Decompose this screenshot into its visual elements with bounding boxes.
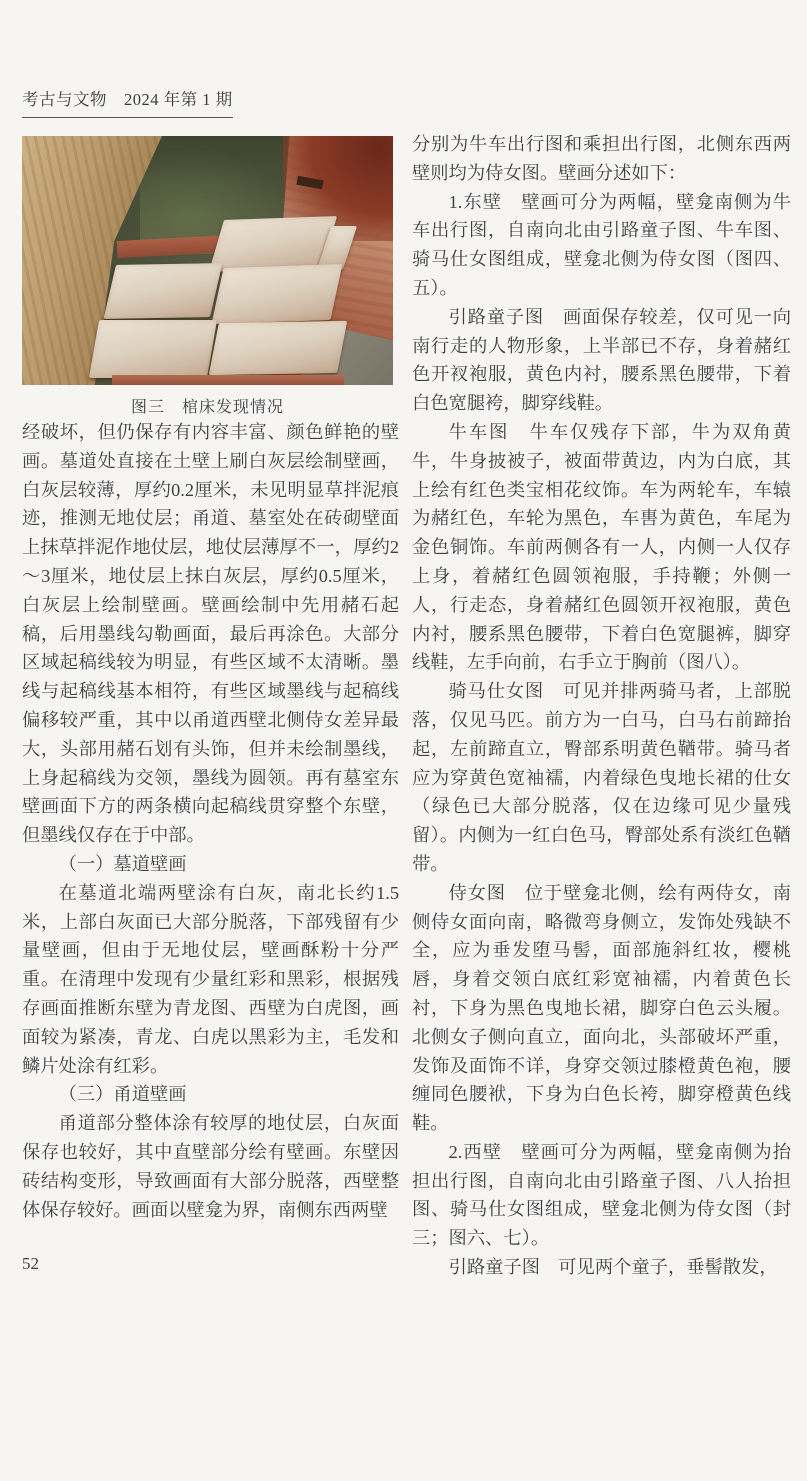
slab-brick-edge bbox=[112, 375, 344, 385]
section-heading-mudao: （一）墓道壁画 bbox=[58, 853, 187, 874]
figure-photo bbox=[22, 136, 393, 385]
paragraph: 甬道部分整体涂有较厚的地仗层，白灰面保存也较好，其中直壁部分绘有壁画。东壁因砖结构变形，导致画面有大部分脱落，西壁整体保存较好。画面以壁龛为界，南侧东西两壁 bbox=[22, 1113, 399, 1220]
paragraph: 引路童子图 可见两个童子，垂髻散发， bbox=[448, 1257, 778, 1278]
stone-slab bbox=[212, 264, 343, 324]
stone-slab bbox=[104, 263, 223, 319]
paragraph: 侍女图 位于壁龛北侧，绘有两侍女，南侧侍女面向南，略微弯身侧立，发饰处残缺不全，应为垂发堕马髻，面部施斜红妆，樱桃唇，身着交领白底红彩宽袖襦，内着黄色长衬，下身为黑色曳地长裙，脚穿白色云头履。北侧女子侧向直立，面向北，头部破坏严重，发饰及面饰不详，身穿交领过膝橙黄色袍，腰缠同色腰袱，下身为白色长袴，脚穿橙黄色线鞋。 bbox=[412, 882, 791, 1134]
paragraph: 引路童子图 画面保存较差，仅可见一向南行走的人物形象，上半部已不存，身着赭红色开衩袍服，黄色内衬，腰系黑色腰带，下着白色宽腿袴，脚穿线鞋。 bbox=[412, 306, 791, 414]
page-number: 52 bbox=[22, 1254, 39, 1273]
paragraph: 经破坏，但仍保存有内容丰富、颜色鲜艳的壁画。墓道处直接在土壁上刷白灰层绘制壁画，白灰层较薄，厚约0.2厘米，未见明显草拌泥痕迹，推测无地仗层；甬道、墓室处在砖砌壁面上抹草拌泥作地仗层，地仗层薄厚不一，厚约2～3厘米，地仗层上抹白灰层，厚约0.5厘米，白灰层上绘制壁画。壁画绘制中先用赭石起稿，后用墨线勾勒画面，最后再涂色。大部分区域起稿线较为明显，有些区域不太清晰。墨线与起稿线基本相符，有些区域墨线与起稿线偏移较严重，其中以甬道西壁北侧侍女差异最大，头部用赭石划有头饰，但并未绘制墨线，上身起稿线为交领，墨线为圆领。再有墓室东壁画面下方的两条横向起稿线贯穿整个东壁，但墨线仅存在于中部。 bbox=[22, 422, 399, 846]
right-column bbox=[412, 130, 791, 1282]
stone-slab bbox=[209, 321, 348, 375]
journal-header: 考古与文物 2024 年第 1 期 bbox=[22, 86, 233, 118]
left-column bbox=[22, 418, 399, 1224]
paragraph: 牛车图 牛车仅残存下部，牛为双角黄牛，牛身披被子，被面带黄边，内为白底，其上绘有红色类宝相花纹饰。车为两轮车，车辕为赭红色，车轮为黑色，车軎为黄色，车尾为金色铜饰。车前两侧各有一人，内侧一人仅存上身，着赭红色圆领袍服，手持鞭；外侧一人，行走态，身着赭红色圆领开衩袍服，黄色内衬，腰系黑色腰带，下着白色宽腿裤，脚穿线鞋，左手向前，右手立于胸前（图八）。 bbox=[412, 421, 791, 673]
section-heading-yongdao: （三）甬道壁画 bbox=[58, 1084, 187, 1105]
paragraph-west-wall: 2.西壁 壁画可分为两幅，壁龛南侧为抬担出行图，自南向北由引路童子图、八人抬担图、骑马仕女图组成，壁龛北侧为侍女图（封三；图六、七）。 bbox=[412, 1141, 791, 1249]
paragraph: 分别为牛车出行图和乘担出行图，北侧东西两壁则均为侍女图。壁画分述如下： bbox=[412, 134, 791, 183]
figure-caption: 图三 棺床发现情况 bbox=[130, 399, 284, 416]
paragraph: 在墓道北端两壁涂有白灰，南北长约1.5米，上部白灰面已大部分脱落，下部残留有少量壁画，但由于无地仗层，壁画酥粉十分严重。在清理中发现有少量红彩和黑彩，根据残存画面推断东壁为青龙图、西壁为白虎图，画面较为紧凑，青龙、白虎以黑彩为主，毛发和鳞片处涂有红彩。 bbox=[22, 882, 399, 1076]
paragraph-east-wall: 1.东壁 壁画可分为两幅，壁龛南侧为牛车出行图，自南向北由引路童子图、牛车图、骑马仕女图组成，壁龛北侧为侍女图（图四、五）。 bbox=[412, 191, 791, 298]
stone-slab bbox=[89, 320, 217, 378]
paragraph: 骑马仕女图 可见并排两骑马者，上部脱落，仅见马匹。前方为一白马，白马右前蹄抬起，左前蹄直立，臀部系明黄色鞧带。骑马者应为穿黄色宽袖襦，内着绿色曳地长裙的仕女（绿色已大部分脱落，仅在边缘可见少量残留）。内侧为一红白色马，臀部处系有淡红色鞧带。 bbox=[412, 681, 791, 874]
